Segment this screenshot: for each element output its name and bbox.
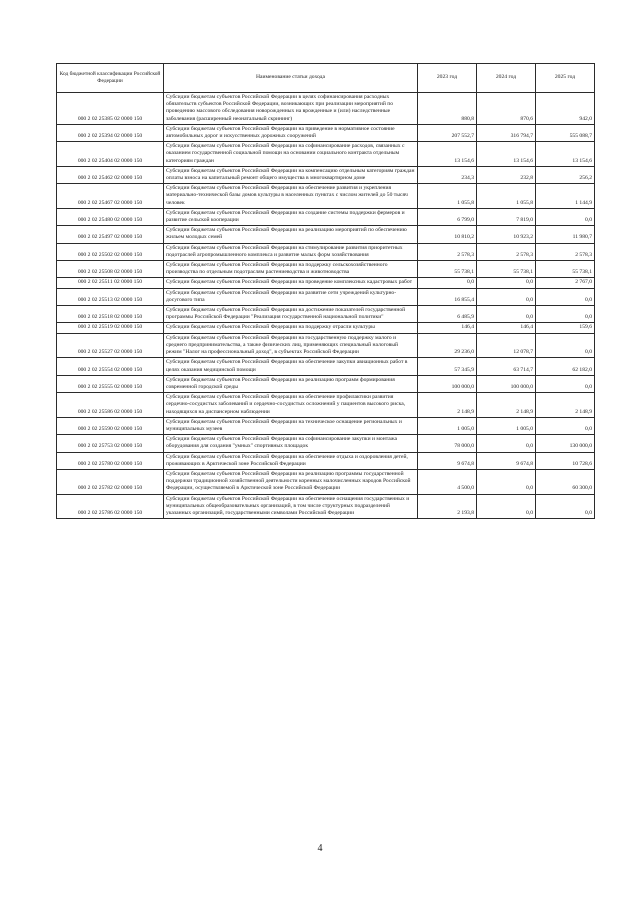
cell-2023: 880,8	[418, 93, 477, 125]
cell-2024: 0,0	[477, 494, 536, 519]
cell-name: Субсидии бюджетам субъектов Российской Федерации на поддержку сельскохозяйственного производства по отдельным подотраслям растениеводства и животноводства	[164, 261, 418, 278]
cell-code: 000 2 02 25385 02 0000 150	[57, 93, 164, 125]
table-row	[57, 306, 595, 323]
table-row	[57, 243, 595, 260]
cell-2024: 63 714,7	[477, 358, 536, 375]
cell-2024: 0,0	[477, 288, 536, 305]
cell-2024: 55 738,1	[477, 261, 536, 278]
header-name: Наименование статьи дохода	[164, 64, 418, 93]
table-row	[57, 166, 595, 183]
cell-2025: 1 144,9	[536, 184, 595, 209]
cell-2025: 10 728,6	[536, 452, 595, 469]
cell-code: 000 2 02 25502 02 0000 150	[57, 243, 164, 260]
cell-code: 000 2 02 25782 02 0000 150	[57, 469, 164, 494]
table-row	[57, 494, 595, 519]
cell-2025: 2 148,9	[536, 393, 595, 418]
cell-name: Субсидии бюджетам субъектов Российской Федерации на государственную поддержку малого и среднего предпринимательства, а также физических лиц, применяющих специальный налоговый режим "Налог на профессиональный доход", в субъектах Российской Федерации	[164, 333, 418, 358]
cell-2025: 2 578,3	[536, 243, 595, 260]
cell-code: 000 2 02 25555 02 0000 150	[57, 375, 164, 392]
cell-name: Субсидии бюджетам субъектов Российской Федерации на софинансирование закупки и монтажа оборудования для создания "умных" спортивных площадок	[164, 435, 418, 452]
cell-code: 000 2 02 25404 02 0000 150	[57, 142, 164, 167]
cell-2023: 1 055,8	[418, 184, 477, 209]
cell-2023: 13 154,6	[418, 142, 477, 167]
cell-2023: 2 193,8	[418, 494, 477, 519]
cell-2025: 0,0	[536, 417, 595, 434]
cell-name: Субсидии бюджетам субъектов Российской Федерации на обеспечение развития и укрепления материально-технической базы домов культуры в населенных пунктах с числом жителей до 50 тысяч человек	[164, 184, 418, 209]
cell-2024: 1 055,8	[477, 184, 536, 209]
table-row	[57, 469, 595, 494]
cell-2025: 0,0	[536, 288, 595, 305]
cell-2024: 0,0	[477, 278, 536, 288]
cell-2024: 2 578,3	[477, 243, 536, 260]
table-row	[57, 184, 595, 209]
cell-2024: 9 674,8	[477, 452, 536, 469]
table-row	[57, 435, 595, 452]
cell-2025: 0,0	[536, 208, 595, 225]
cell-code: 000 2 02 25518 02 0000 150	[57, 306, 164, 323]
cell-2025: 13 154,6	[536, 142, 595, 167]
table-row	[57, 452, 595, 469]
header-2025: 2025 год	[536, 64, 595, 93]
cell-2023: 55 738,1	[418, 261, 477, 278]
table-row	[57, 323, 595, 333]
table-header-row	[57, 64, 595, 93]
cell-code: 000 2 02 25590 02 0000 150	[57, 417, 164, 434]
cell-2023: 4 500,0	[418, 469, 477, 494]
cell-2025: 256,2	[536, 166, 595, 183]
cell-code: 000 2 02 25513 02 0000 150	[57, 288, 164, 305]
cell-name: Субсидии бюджетам субъектов Российской Федерации на развитие сети учреждений культурно-досугового типа	[164, 288, 418, 305]
cell-2024: 870,6	[477, 93, 536, 125]
cell-name: Субсидии бюджетам субъектов Российской Федерации на софинансирование расходов, связанных с оказанием государственной социальной помощи на основании социального контракта отдельным категориям граждан	[164, 142, 418, 167]
cell-2024: 12 078,7	[477, 333, 536, 358]
cell-2024: 13 154,6	[477, 142, 536, 167]
cell-code: 000 2 02 25786 02 0000 150	[57, 494, 164, 519]
cell-code: 000 2 02 25780 02 0000 150	[57, 452, 164, 469]
cell-name: Субсидии бюджетам субъектов Российской Федерации на приведение в нормативное состояние автомобильных дорог и искусственных дорожных сооружений	[164, 124, 418, 141]
cell-name: Субсидии бюджетам субъектов Российской Федерации на создание системы поддержки фермеров и развитие сельской кооперации	[164, 208, 418, 225]
cell-code: 000 2 02 25462 02 0000 150	[57, 166, 164, 183]
table-row	[57, 93, 595, 125]
cell-2023: 6 485,9	[418, 306, 477, 323]
cell-code: 000 2 02 25527 02 0000 150	[57, 333, 164, 358]
cell-2025: 62 182,0	[536, 358, 595, 375]
cell-2023: 1 005,0	[418, 417, 477, 434]
cell-name: Субсидии бюджетам субъектов Российской Федерации на реализацию программ формирования современной городской среды	[164, 375, 418, 392]
cell-2025: 2 767,0	[536, 278, 595, 288]
cell-name: Субсидии бюджетам субъектов Российской Федерации на техническое оснащение региональных и муниципальных музеев	[164, 417, 418, 434]
cell-name: Субсидии бюджетам субъектов Российской Федерации в целях софинансирования расходных обязательств субъектов Российской Федерации, возникающих при реализации мероприятий по проведению массового обследования новорожденных на врожденные и (или) наследственные заболевания (расширенный неонатальный скрининг)	[164, 93, 418, 125]
page-number: 4	[317, 843, 323, 854]
cell-2024: 232,8	[477, 166, 536, 183]
cell-code: 000 2 02 25467 02 0000 150	[57, 184, 164, 209]
cell-code: 000 2 02 25497 02 0000 150	[57, 226, 164, 243]
table-row	[57, 278, 595, 288]
cell-2024: 0,0	[477, 469, 536, 494]
cell-name: Субсидии бюджетам субъектов Российской Федерации на компенсацию отдельным категориям граждан оплаты взноса на капитальный ремонт общего имущества в многоквартирном доме	[164, 166, 418, 183]
table-row	[57, 358, 595, 375]
table-row	[57, 333, 595, 358]
cell-2023: 100 000,0	[418, 375, 477, 392]
table-row	[57, 142, 595, 167]
cell-2023: 16 855,4	[418, 288, 477, 305]
cell-name: Субсидии бюджетам субъектов Российской Федерации на реализацию программы государственной поддержки традиционной хозяйственной деятельности коренных малочисленных народов Российской Федерации, осуществляемой в Арктической зоне Российской Федерации	[164, 469, 418, 494]
cell-name: Субсидии бюджетам субъектов Российской Федерации на проведение комплексных кадастровых работ	[164, 278, 418, 288]
table-row	[57, 226, 595, 243]
cell-code: 000 2 02 25511 02 0000 150	[57, 278, 164, 288]
cell-code: 000 2 02 25554 02 0000 150	[57, 358, 164, 375]
cell-name: Субсидии бюджетам субъектов Российской Федерации на поддержку отрасли культуры	[164, 323, 418, 333]
cell-2023: 9 674,8	[418, 452, 477, 469]
cell-2024: 316 794,7	[477, 124, 536, 141]
cell-2023: 207 552,7	[418, 124, 477, 141]
cell-2025: 55 738,1	[536, 261, 595, 278]
cell-2025: 942,0	[536, 93, 595, 125]
cell-name: Субсидии бюджетам субъектов Российской Федерации на обеспечение оснащения государственных и муниципальных общеобразовательных организаций, в том числе структурных подразделений указанных организаций, государственными символами Российской Федерации	[164, 494, 418, 519]
cell-name: Субсидии бюджетам субъектов Российской Федерации на обеспечение закупки авиационных работ в целях оказания медицинской помощи	[164, 358, 418, 375]
cell-name: Субсидии бюджетам субъектов Российской Федерации на обеспечение отдыха и оздоровления детей, проживающих в Арктической зоне Российской Федерации	[164, 452, 418, 469]
cell-2023: 10 810,2	[418, 226, 477, 243]
cell-2023: 234,3	[418, 166, 477, 183]
table-row	[57, 393, 595, 418]
cell-code: 000 2 02 25508 02 0000 150	[57, 261, 164, 278]
cell-code: 000 2 02 25586 02 0000 150	[57, 393, 164, 418]
table-row	[57, 375, 595, 392]
cell-2024: 7 819,0	[477, 208, 536, 225]
cell-2025: 159,6	[536, 323, 595, 333]
cell-code: 000 2 02 25480 02 0000 150	[57, 208, 164, 225]
header-code: Код бюджетной классификации Российской Федерации	[57, 64, 164, 93]
cell-name: Субсидии бюджетам субъектов Российской Федерации на достижение показателей государственной программы Российской Федерации "Реализация государственной национальной политики"	[164, 306, 418, 323]
cell-2025: 11 980,7	[536, 226, 595, 243]
cell-2023: 78 000,0	[418, 435, 477, 452]
cell-2024: 146,4	[477, 323, 536, 333]
header-2023: 2023 год	[418, 64, 477, 93]
table-row	[57, 208, 595, 225]
cell-name: Субсидии бюджетам субъектов Российской Федерации на реализацию мероприятий по обеспечению жильем молодых семей	[164, 226, 418, 243]
cell-2023: 146,4	[418, 323, 477, 333]
table-row	[57, 288, 595, 305]
cell-2023: 2 148,9	[418, 393, 477, 418]
cell-2025: 0,0	[536, 306, 595, 323]
cell-code: 000 2 02 25519 02 0000 150	[57, 323, 164, 333]
cell-2024: 100 000,0	[477, 375, 536, 392]
cell-2023: 57 345,9	[418, 358, 477, 375]
cell-2023: 0,0	[418, 278, 477, 288]
table-row	[57, 261, 595, 278]
cell-name: Субсидии бюджетам субъектов Российской Федерации на стимулирование развития приоритетных подотраслей агропромышленного комплекса и развитие малых форм хозяйствования	[164, 243, 418, 260]
cell-code: 000 2 02 25753 02 0000 150	[57, 435, 164, 452]
cell-2025: 555 088,7	[536, 124, 595, 141]
cell-2025: 0,0	[536, 375, 595, 392]
cell-2024: 2 148,9	[477, 393, 536, 418]
cell-2023: 6 799,0	[418, 208, 477, 225]
cell-code: 000 2 02 25394 02 0000 150	[57, 124, 164, 141]
revenue-table	[56, 63, 595, 519]
cell-2023: 29 236,0	[418, 333, 477, 358]
revenue-table-sheet	[56, 63, 594, 519]
table-row	[57, 124, 595, 141]
cell-2024: 0,0	[477, 306, 536, 323]
cell-2025: 130 000,0	[536, 435, 595, 452]
cell-2025: 60 300,0	[536, 469, 595, 494]
cell-name: Субсидии бюджетам субъектов Российской Федерации на обеспечение профилактики развития сердечно-сосудистых заболеваний и сердечно-сосудистых осложнений у пациентов высокого риска, находящихся на диспансерном наблюдении	[164, 393, 418, 418]
cell-2024: 10 923,2	[477, 226, 536, 243]
cell-2025: 0,0	[536, 333, 595, 358]
cell-2023: 2 578,3	[418, 243, 477, 260]
table-row	[57, 417, 595, 434]
header-2024: 2024 год	[477, 64, 536, 93]
cell-2025: 0,0	[536, 494, 595, 519]
cell-2024: 0,0	[477, 435, 536, 452]
cell-2024: 1 005,0	[477, 417, 536, 434]
